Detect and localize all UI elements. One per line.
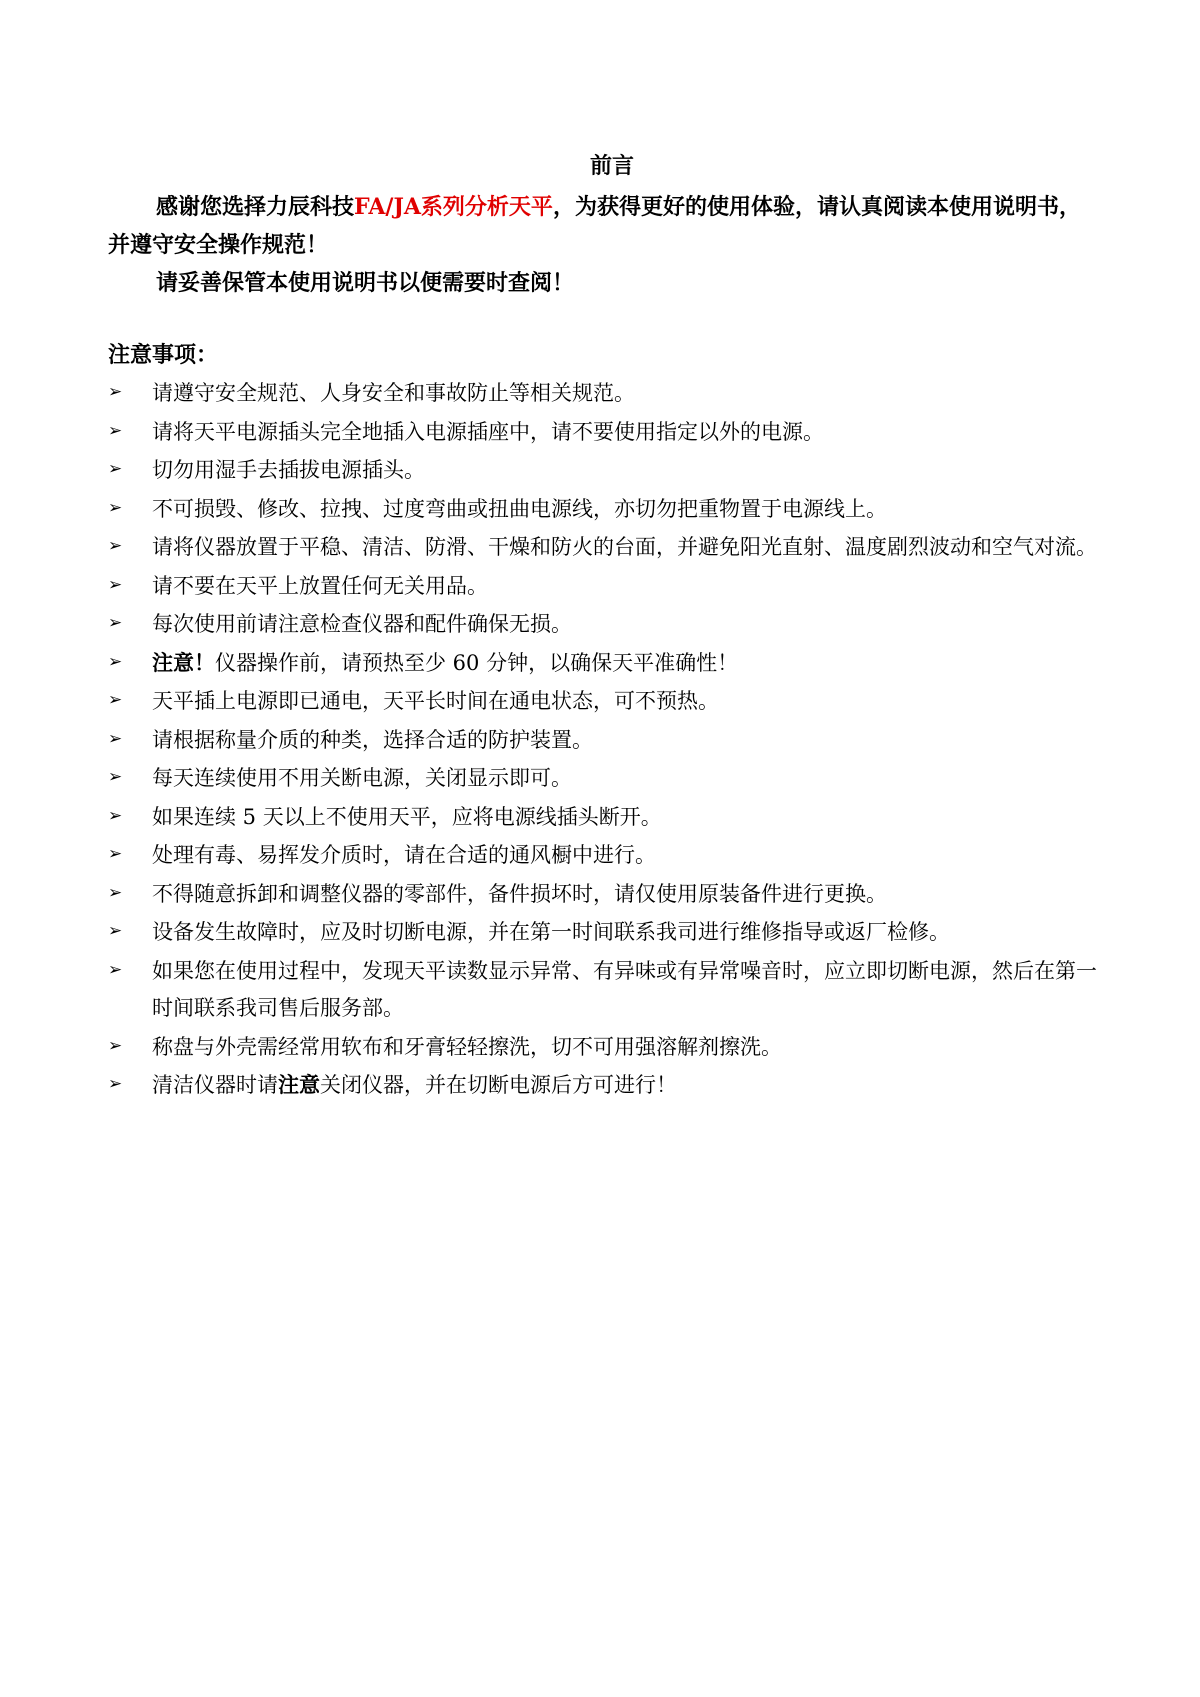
page-title: 前言: [589, 153, 634, 179]
notice-item-text: 不得随意拆卸和调整仪器的零部件，备件损坏时，请仅使用原装备件进行更换。: [152, 881, 887, 906]
notice-item-text: 如果连续 5 天以上不使用天平，应将电源线插头断开。: [152, 804, 662, 829]
notice-item-text: 仪器操作前，请预热至少 60 分钟，以确保天平准确性！: [215, 650, 739, 675]
arrow-bullet-icon: ➢: [108, 728, 123, 749]
notice-item-text: 设备发生故障时，应及时切断电源，并在第一时间联系我司进行维修指导或返厂检修。: [152, 920, 950, 944]
notice-item: [108, 413, 1098, 452]
notice-item: [108, 451, 1098, 490]
notice-item-text: 天平插上电源即已通电，天平长时间在通电状态，可不预热。: [152, 689, 719, 713]
arrow-bullet-icon: ➢: [108, 767, 123, 787]
notice-item: [108, 952, 1098, 1028]
notice-item-text-pre: 清洁仪器时请: [152, 1073, 278, 1097]
notice-item-text: 请遵守安全规范、人身安全和事故防止等相关规范。: [152, 381, 635, 405]
notice-heading: 注意事项：: [108, 342, 219, 368]
notice-item: [108, 759, 1098, 798]
arrow-bullet-icon: ➢: [108, 613, 123, 633]
notice-item-text: 称盘与外壳需经常用软布和牙膏轻轻擦洗，切不可用强溶解剂擦洗。: [152, 1034, 782, 1059]
notice-item: [108, 1066, 1098, 1105]
arrow-bullet-icon: ➢: [108, 497, 123, 518]
arrow-bullet-icon: ➢: [108, 420, 123, 441]
arrow-bullet-icon: ➢: [108, 844, 123, 864]
intro-paragraph-1: [108, 188, 1098, 264]
arrow-bullet-icon: ➢: [108, 651, 123, 672]
notice-item-text: 关闭仪器，并在切断电源后方可进行！: [320, 1073, 677, 1097]
notice-item: [108, 682, 1098, 721]
notice-item-text: 不可损毁、修改、拉拽、过度弯曲或扭曲电源线，亦切勿把重物置于电源线上。: [152, 496, 887, 521]
arrow-bullet-icon: ➢: [108, 1074, 123, 1094]
notice-item: [108, 374, 1098, 413]
notice-item: [108, 875, 1098, 914]
arrow-bullet-icon: ➢: [108, 690, 123, 710]
notice-item: [108, 528, 1098, 567]
notice-item-emphasis: 注意！: [152, 649, 215, 675]
arrow-bullet-icon: ➢: [108, 959, 123, 980]
arrow-bullet-icon: ➢: [108, 459, 123, 479]
arrow-bullet-icon: ➢: [108, 882, 123, 903]
arrow-bullet-icon: ➢: [108, 805, 123, 826]
document-page: [108, 150, 1098, 1105]
arrow-bullet-icon: ➢: [108, 921, 123, 941]
notice-item: [108, 798, 1098, 837]
notice-item-text: 每次使用前请注意检查仪器和配件确保无损。: [152, 612, 572, 636]
notice-item-text: 每天连续使用不用关断电源，关闭显示即可。: [152, 766, 572, 790]
notice-item: [108, 913, 1098, 952]
notice-item-text: 如果您在使用过程中，发现天平读数显示异常、有异味或有异常噪音时，应立即切断电源，然后在第一时间联系我司售后服务部。: [152, 958, 1097, 1020]
notice-item-text: 请根据称量介质的种类，选择合适的防护装置。: [152, 727, 593, 752]
notice-item-text: 切勿用湿手去插拔电源插头。: [152, 458, 425, 482]
notice-item: [108, 721, 1098, 760]
notice-item: [108, 1028, 1098, 1067]
notice-item-text: 请不要在天平上放置任何无关用品。: [152, 573, 488, 598]
notice-item-text: 请将仪器放置于平稳、清洁、防滑、干燥和防火的台面，并避免阳光直射、温度剧烈波动和空气对流。: [152, 535, 1097, 559]
notice-item: [108, 644, 1098, 683]
arrow-bullet-icon: ➢: [108, 1035, 123, 1056]
section-spacer: [108, 302, 1098, 336]
notice-list: [108, 374, 1098, 1105]
intro-text-pre: 感谢您选择力辰科技: [156, 194, 355, 220]
arrow-bullet-icon: ➢: [108, 574, 123, 595]
notice-item: [108, 605, 1098, 644]
notice-item: [108, 567, 1098, 606]
notice-item-text: 请将天平电源插头完全地插入电源插座中，请不要使用指定以外的电源。: [152, 419, 824, 444]
arrow-bullet-icon: ➢: [108, 382, 123, 402]
arrow-bullet-icon: ➢: [108, 536, 123, 556]
intro-text-post: ，为获得更好的使用体验，请认真阅读本使用说明书，并遵守安全操作规范！: [108, 194, 1081, 258]
intro-paragraph-2: 请妥善保管本使用说明书以便需要时查阅！: [156, 270, 575, 296]
product-name: FA/JA系列分析天平: [354, 194, 553, 220]
notice-item: [108, 490, 1098, 529]
notice-item-emphasis: 注意: [278, 1072, 320, 1097]
notice-item-text: 处理有毒、易挥发介质时，请在合适的通风橱中进行。: [152, 843, 656, 867]
notice-item: [108, 836, 1098, 875]
